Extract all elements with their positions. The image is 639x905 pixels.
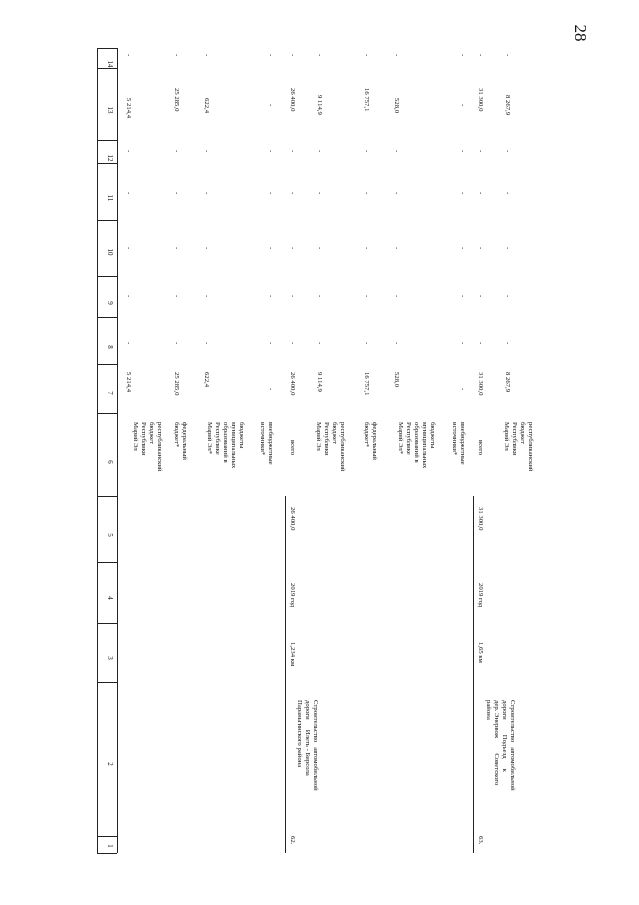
- dash-cell: -: [363, 247, 370, 250]
- value-cell-c7: 16 757,1: [363, 372, 370, 396]
- source-cell: всего: [477, 440, 484, 456]
- cost-cell: 31 300,0: [477, 507, 484, 531]
- dash-cell: -: [203, 192, 210, 195]
- dash-cell: -: [173, 247, 180, 250]
- col-sep-8-9: [97, 317, 117, 318]
- dash-cell: -: [477, 342, 484, 345]
- row-number: 63.: [477, 836, 484, 845]
- dash-cell: -: [363, 150, 370, 153]
- dash-cell: -: [267, 295, 274, 298]
- dash-cell: -: [289, 54, 296, 57]
- row-number: 62.: [289, 836, 296, 845]
- dash-cell: -: [363, 342, 370, 345]
- dash-cell: -: [459, 192, 466, 195]
- dash-cell: -: [504, 247, 511, 250]
- value-cell-c13: 31 300,0: [477, 88, 484, 112]
- dash-cell: -: [125, 295, 132, 298]
- value-cell-c7: -: [459, 388, 466, 391]
- source-cell: всего: [289, 440, 296, 456]
- dash-cell: -: [316, 295, 323, 298]
- value-cell-c7: 9 114,9: [316, 372, 323, 392]
- header-col-9: 9: [106, 301, 114, 305]
- dash-cell: -: [203, 150, 210, 153]
- dash-cell: -: [289, 342, 296, 345]
- dash-cell: -: [125, 150, 132, 153]
- dash-cell: -: [477, 295, 484, 298]
- source-cell: федеральный бюджет*: [173, 422, 188, 460]
- col-sep-14: [97, 48, 117, 49]
- source-cell: внебюджетные источники*: [259, 422, 274, 465]
- value-cell-c7: 5 214,4: [125, 372, 132, 393]
- dash-cell: -: [125, 192, 132, 195]
- dash-cell: -: [504, 54, 511, 57]
- value-cell-c7: 26 400,0: [289, 372, 296, 396]
- source-cell: республиканский бюджет Республики Марий Эл: [132, 422, 163, 472]
- dash-cell: -: [316, 192, 323, 195]
- header-col-6: 6: [106, 460, 114, 464]
- value-cell-c13: 25 285,0: [173, 88, 180, 112]
- source-cell: бюджеты муниципальных образований в Республике Марий Эл*: [397, 422, 436, 469]
- dash-cell: -: [125, 342, 132, 345]
- dash-cell: -: [289, 295, 296, 298]
- header-left-rule: [97, 48, 98, 853]
- dash-cell: -: [477, 192, 484, 195]
- row-sep-63: [473, 496, 474, 853]
- value-cell-c13: 622,4: [203, 98, 210, 114]
- col-sep-3-4: [97, 623, 117, 624]
- header-col-2: 2: [106, 762, 114, 766]
- dash-cell: -: [363, 192, 370, 195]
- year-cell: 2019 год: [477, 583, 484, 608]
- dash-cell: -: [477, 150, 484, 153]
- value-cell-c7: 31 300,0: [477, 372, 484, 396]
- col-sep-6-7: [97, 413, 117, 414]
- dash-cell: -: [203, 342, 210, 345]
- source-cell: республиканский бюджет Республики Марий Эл: [315, 422, 346, 472]
- value-cell-c13: 16 757,1: [363, 88, 370, 112]
- col-sep-10-11: [97, 220, 117, 221]
- dash-cell: -: [267, 247, 274, 250]
- header-col-8: 8: [106, 345, 114, 349]
- value-cell-c7: 622,4: [203, 372, 210, 388]
- header-col-4: 4: [106, 596, 114, 600]
- header-col-14: 14: [106, 60, 114, 68]
- dash-cell: -: [393, 192, 400, 195]
- dash-cell: -: [173, 150, 180, 153]
- dash-cell: -: [267, 104, 274, 107]
- source-cell: федеральный бюджет*: [363, 422, 378, 460]
- header-col-11: 11: [106, 194, 114, 202]
- dash-cell: -: [393, 295, 400, 298]
- dash-cell: -: [289, 247, 296, 250]
- value-cell-c7: -: [267, 388, 274, 391]
- value-cell-c7: 8 267,9: [504, 372, 511, 393]
- dash-cell: -: [173, 192, 180, 195]
- col-sep-5-6: [97, 496, 117, 497]
- dash-cell: -: [267, 54, 274, 57]
- dash-cell: -: [459, 247, 466, 250]
- dash-cell: -: [316, 247, 323, 250]
- value-cell-c13: 26 400,0: [289, 88, 296, 112]
- dash-cell: -: [203, 247, 210, 250]
- length-cell: 1,234 км: [289, 642, 296, 667]
- dash-cell: -: [316, 342, 323, 345]
- col-sep-12-13: [97, 140, 117, 141]
- dash-cell: -: [267, 342, 274, 345]
- dash-cell: -: [267, 192, 274, 195]
- dash-cell: -: [289, 192, 296, 195]
- row-sep-62: [285, 496, 286, 853]
- source-cell: внебюджетные источники*: [451, 422, 466, 465]
- dash-cell: -: [459, 342, 466, 345]
- col-sep-2-3: [97, 682, 117, 683]
- dash-cell: -: [363, 295, 370, 298]
- dash-cell: -: [267, 150, 274, 153]
- dash-cell: -: [393, 150, 400, 153]
- header-right-rule: [117, 48, 118, 853]
- value-cell-c13: 8 267,9: [504, 95, 511, 116]
- value-cell-c13: 5 214,4: [125, 98, 132, 119]
- source-cell: республиканский бюджет Республики Марий Эл: [503, 422, 534, 472]
- dash-cell: -: [459, 150, 466, 153]
- dash-cell: -: [393, 54, 400, 57]
- value-cell-c7: 528,0: [393, 372, 400, 388]
- dash-cell: -: [173, 295, 180, 298]
- dash-cell: -: [477, 54, 484, 57]
- dash-cell: -: [393, 342, 400, 345]
- dash-cell: -: [459, 295, 466, 298]
- dash-cell: -: [289, 150, 296, 153]
- source-cell: бюджеты муниципальных образований в Республике Марий Эл*: [206, 422, 245, 469]
- cost-cell: 26 400,0: [289, 507, 296, 531]
- length-cell: 1,65 км: [477, 642, 484, 663]
- header-col-7: 7: [106, 391, 114, 395]
- dash-cell: -: [459, 104, 466, 107]
- dash-cell: -: [504, 342, 511, 345]
- dash-cell: -: [316, 54, 323, 57]
- dash-cell: -: [459, 54, 466, 57]
- dash-cell: -: [504, 150, 511, 153]
- value-cell-c13: 528,0: [393, 98, 400, 114]
- dash-cell: -: [393, 247, 400, 250]
- dash-cell: -: [504, 192, 511, 195]
- dash-cell: -: [363, 54, 370, 57]
- value-cell-c7: 25 285,0: [173, 372, 180, 396]
- dash-cell: -: [125, 247, 132, 250]
- header-col-1: 1: [106, 844, 114, 848]
- dash-cell: -: [203, 295, 210, 298]
- dash-cell: -: [316, 150, 323, 153]
- dash-cell: -: [504, 295, 511, 298]
- dash-cell: -: [173, 342, 180, 345]
- dash-cell: -: [203, 54, 210, 57]
- dash-cell: -: [173, 54, 180, 57]
- header-col-10: 10: [106, 248, 114, 256]
- dash-cell: -: [125, 54, 132, 57]
- col-sep-7-8: [97, 364, 117, 365]
- page-number: 28: [571, 24, 590, 42]
- object-name: Строительство автомобильной дороги Илеть - Бирсола Параньгинского района: [296, 700, 319, 791]
- header-col-13: 13: [106, 106, 114, 114]
- value-cell-c13: 9 114,9: [316, 95, 323, 115]
- col-sep-9-10: [97, 276, 117, 277]
- dash-cell: -: [477, 247, 484, 250]
- object-name: Строительство автомобильной дороги Подъезд к дер. Энервож Советского района: [485, 700, 516, 791]
- header-col-5: 5: [106, 533, 114, 537]
- year-cell: 2019 год: [289, 583, 296, 608]
- header-col-3: 3: [106, 656, 114, 660]
- col-sep-4-5: [97, 562, 117, 563]
- header-col-12: 12: [106, 154, 114, 162]
